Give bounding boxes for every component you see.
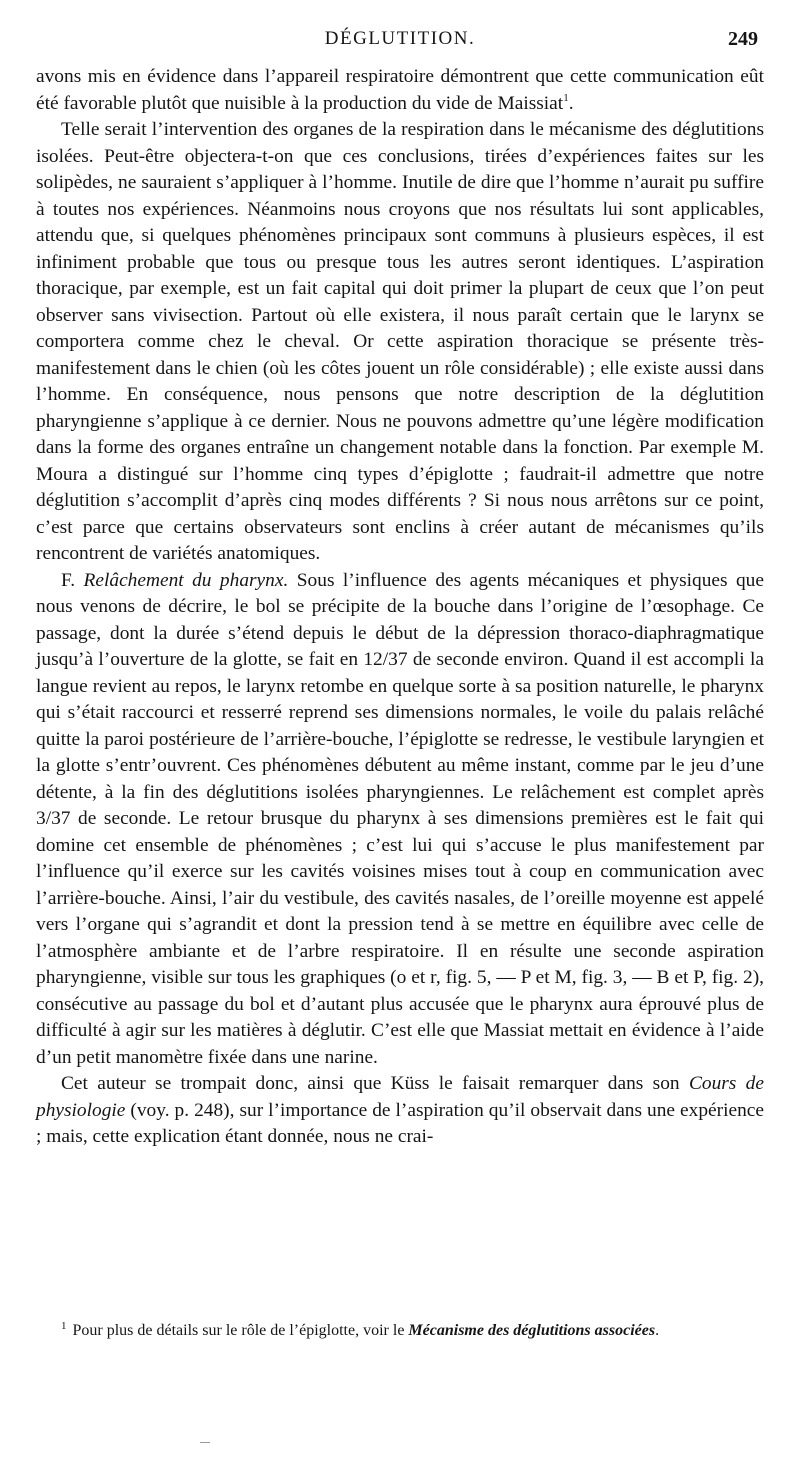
- paragraph-text: Cet auteur se trompait donc, ainsi que Küss le faisait remarquer dans son: [61, 1073, 680, 1094]
- section-text: Sous l’influence des agents mécaniques et physiques que nous venons de décrire, le bol se précipite de la bouche dans l’origine de l’œsophage. Ce passage, dont la durée s’étend depuis le début de la dépression thoraco-diaphragmatique jusqu’à l’ouverture de la glotte, se fait en 12/37 de seconde environ. Quand il est accompli la langue revient au repos, le larynx retombe en quelque sorte à sa position naturelle, le pharynx qui s’était raccourci et resserré reprend ses dimensions normales, le voile du palais relâché quitte la paroi postérieure de l’arrière-bouche, l’épiglotte se redresse, le vestibule laryngien et la glotte s’entr’ouvrent. Ces phénomènes débutent au même instant, comme par le jeu d’une détente, à la fin des déglutitions isolées pharyngiennes. Le relâchement est complet après 3/37 de seconde. Le retour brusque du pharynx à ses dimensions premières est le fait qui domine cet ensemble de phénomènes ; c’est lui qui s’accuse le plus manifestement par l’influence qu’il exerce sur les cavités voisines mises tout à coup en communication avec l’arrière-bouche. Ainsi, l’air du vestibule, des cavités nasales, de l’oreille moyenne est appelé vers l’organe qui s’agrandit et dont la pression tend à se mettre en équilibre avec celle de l’atmosphère ambiante et de l’arbre respiratoire. Il en résulte une seconde aspiration pharyngienne, visible sur tous les graphiques (o et r, fig. 5, — P et M, fig. 3, — B et P, fig. 2), consécutive au passage du bol et d’autant plus accusée que le pharynx aura éprouvé plus de difficulté à agir sur les matières à déglutir. C’est elle que Massiat mettait en évidence à l’aide d’un petit manomètre fixée dans une narine.: [36, 569, 764, 1068]
- section-paragraph: [36, 568, 764, 1072]
- paragraph: [36, 1071, 764, 1151]
- paragraph-end: .: [568, 92, 574, 114]
- book-title: Cours de physiologie: [36, 1073, 764, 1121]
- paragraph-continuation: [36, 64, 764, 117]
- section-heading: Relâchement du pharynx.: [83, 569, 289, 591]
- paragraph: Telle serait l’intervention des organes de la respiration dans le mécanisme des déglutitions isolées. Peut-être objectera-t-on que ces conclusions, tirées d’expériences faites sur les solipèdes, ne sauraient s’appliquer à l’homme. Inutile de dire que l’homme n’aurait pu suffire à toutes nos expériences. Néanmoins nous croyons que nos résultats lui sont applicables, attendu que, si quelques phénomènes principaux sont communs à plusieurs espèces, il est infiniment probable que tous ou presque tous les autres seront identiques. L’aspiration thoracique, par exemple, est un fait capital qui doit primer la plupart de ceux que l’on peut observer sans vivisection. Partout où elle existera, il nous paraît certain que le larynx se comportera comme chez le cheval. Or cette aspiration thoracique se présente très-manifestement dans le chien (où les côtes jouent un rôle considérable) ; elle existe aussi dans l’homme. En conséquence, nous pensons que notre description de la déglutition pharyngienne s’applique à ce dernier. Nous ne pouvons admettre qu’une légère modification dans la forme des organes entraîne un changement notable dans la fonction. Par exemple M. Moura a distingué sur l’homme cinq types d’épiglotte ; faudrait-il admettre que notre déglutition s’accomplit d’après cinq modes différents ? Si nous nous arrêtons sur ce point, c’est parce que certains observateurs sont enclins à créer autant de mécanismes qu’ils rencontrent de variétés anatomiques.: [36, 119, 764, 564]
- paragraph-text: avons mis en évidence dans l’appareil respiratoire démontrent que cette communication eût été favorable plutôt que nuisible à la production du vide de Maissiat: [36, 66, 764, 114]
- footnote-end: .: [655, 1322, 660, 1339]
- running-title: DÉGLUTITION.: [324, 28, 476, 49]
- footnote-reference: 1: [563, 91, 569, 104]
- footnotes: [36, 1314, 764, 1343]
- section-label: F.: [61, 569, 76, 591]
- print-mark: [200, 1442, 210, 1443]
- page-header: [0, 28, 800, 58]
- footnote-reference-title: Mécanisme des déglutitions associées: [408, 1322, 656, 1339]
- footnote-mark: 1: [61, 1320, 67, 1332]
- main-text: [36, 64, 764, 1151]
- footnote: [36, 1314, 764, 1343]
- paragraph-text: (voy. p. 248), sur l’importance de l’aspiration qu’il observait dans une expérience ; mais, cette explication étant donnée, nous ne crai-: [36, 1099, 764, 1147]
- page-number: 249: [728, 28, 758, 50]
- footnote-text: Pour plus de détails sur le rôle de l’épiglotte, voir le: [72, 1322, 405, 1339]
